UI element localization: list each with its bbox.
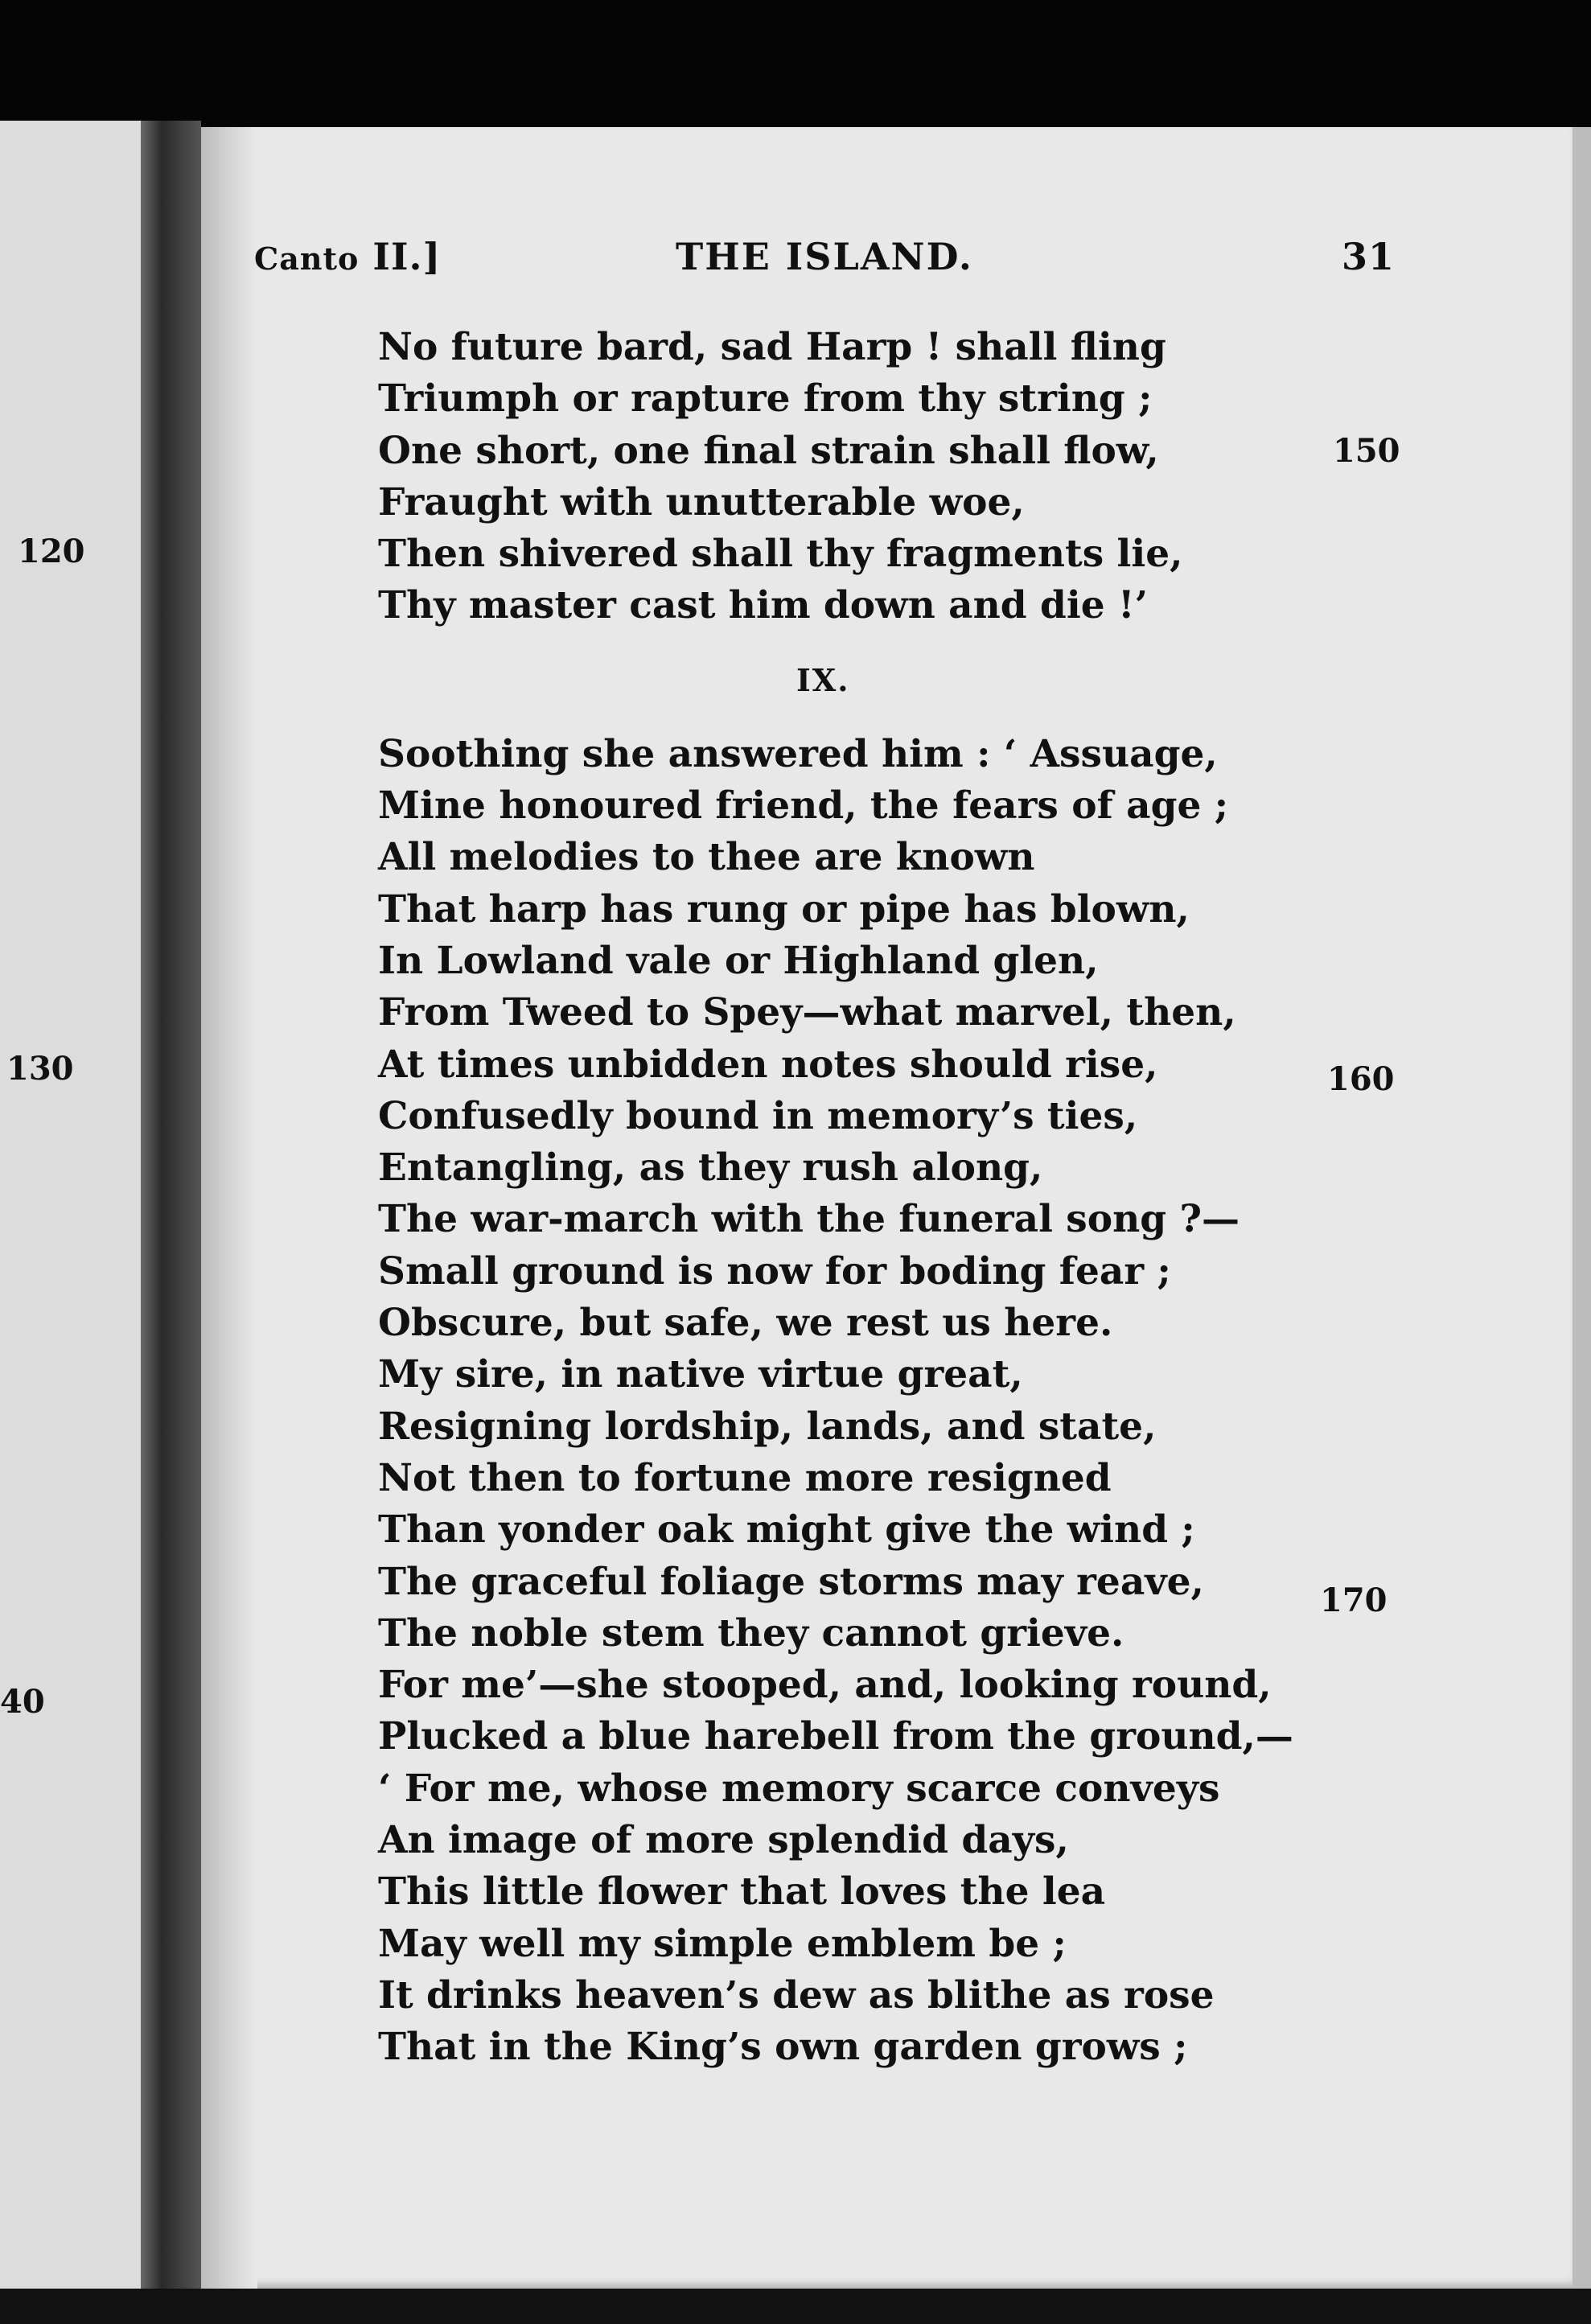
verse-line: Not then to fortune more resigned bbox=[378, 1455, 1112, 1500]
poem-body bbox=[378, 322, 1343, 2074]
page-right-edge bbox=[1572, 127, 1591, 2291]
verse-line: Than yonder oak might give the wind ; bbox=[378, 1508, 1195, 1553]
verse-line: Confusedly bound in memory’s ties, bbox=[378, 1093, 1138, 1138]
section-heading: IX. bbox=[796, 661, 850, 698]
facing-page-edge bbox=[0, 121, 161, 2305]
verse-line: Entangling, as they rush along, bbox=[378, 1146, 1043, 1191]
verse-line: Thy master cast him down and die !’ bbox=[378, 583, 1148, 628]
facing-line-number-130: 130 bbox=[6, 1050, 74, 1088]
scan-background-bottom bbox=[0, 2289, 1591, 2324]
scan-background-top bbox=[0, 0, 1591, 129]
verse-line: Resigning lordship, lands, and state, bbox=[378, 1404, 1157, 1449]
line-number-160: 160 bbox=[1327, 1060, 1395, 1098]
verse-line: All melodies to thee are known bbox=[378, 835, 1035, 880]
verse-line: From Tweed to Spey—what marvel, then, bbox=[378, 990, 1236, 1035]
verse-line: That in the King’s own garden grows ; bbox=[378, 2025, 1188, 2070]
verse-line: That harp has rung or pipe has blown, bbox=[378, 886, 1190, 932]
verse-line: Triumph or rapture from thy string ; bbox=[378, 376, 1153, 422]
verse-line: Then shivered shall thy fragments lie, bbox=[378, 532, 1183, 577]
verse-line: One short, one final strain shall flow, bbox=[378, 428, 1159, 473]
verse-line: In Lowland vale or Highland glen, bbox=[378, 938, 1099, 983]
facing-line-number-120: 120 bbox=[18, 533, 85, 570]
verse-line: At times unbidden notes should rise, bbox=[378, 1042, 1158, 1087]
facing-line-number-40: 40 bbox=[0, 1683, 45, 1721]
verse-line: It drinks heaven’s dew as blithe as rose bbox=[378, 1972, 1215, 2018]
canto-label: Canto bbox=[254, 241, 360, 277]
verse-line: No future bard, sad Harp ! shall fling bbox=[378, 325, 1166, 369]
page-gutter bbox=[201, 127, 257, 2291]
running-header-title: THE ISLAND. bbox=[676, 235, 973, 278]
verse-line: Mine honoured friend, the fears of age ; bbox=[378, 784, 1229, 829]
verse-line: ‘ For me, whose memory scarce conveys bbox=[378, 1766, 1220, 1811]
verse-line: My sire, in native virtue great, bbox=[378, 1352, 1023, 1397]
verse-line: Fraught with unutterable woe, bbox=[378, 479, 1025, 524]
line-number-170: 170 bbox=[1320, 1582, 1388, 1619]
verse-line: This little flower that loves the lea bbox=[378, 1869, 1106, 1915]
verse-line: The noble stem they cannot grieve. bbox=[378, 1610, 1124, 1656]
line-number-150: 150 bbox=[1333, 432, 1400, 470]
verse-line: The war-march with the funeral song ?— bbox=[378, 1197, 1240, 1242]
canto-number: II.] bbox=[372, 235, 442, 278]
verse-line: Small ground is now for boding fear ; bbox=[378, 1248, 1171, 1294]
verse-line: An image of more splendid days, bbox=[378, 1818, 1069, 1863]
verse-line: For me’—she stooped, and, looking round, bbox=[378, 1663, 1272, 1708]
verse-line: May well my simple emblem be ; bbox=[378, 1921, 1067, 1966]
verse-line: Plucked a blue harebell from the ground,— bbox=[378, 1714, 1293, 1759]
running-header-canto bbox=[254, 235, 441, 278]
verse-line: Obscure, but safe, we rest us here. bbox=[378, 1301, 1113, 1346]
binding-shadow bbox=[141, 121, 201, 2305]
verse-line: The graceful foliage storms may reave, bbox=[378, 1559, 1204, 1604]
page-number: 31 bbox=[1342, 235, 1396, 278]
verse-line: Soothing she answered him : ‘ Assuage, bbox=[378, 731, 1218, 776]
